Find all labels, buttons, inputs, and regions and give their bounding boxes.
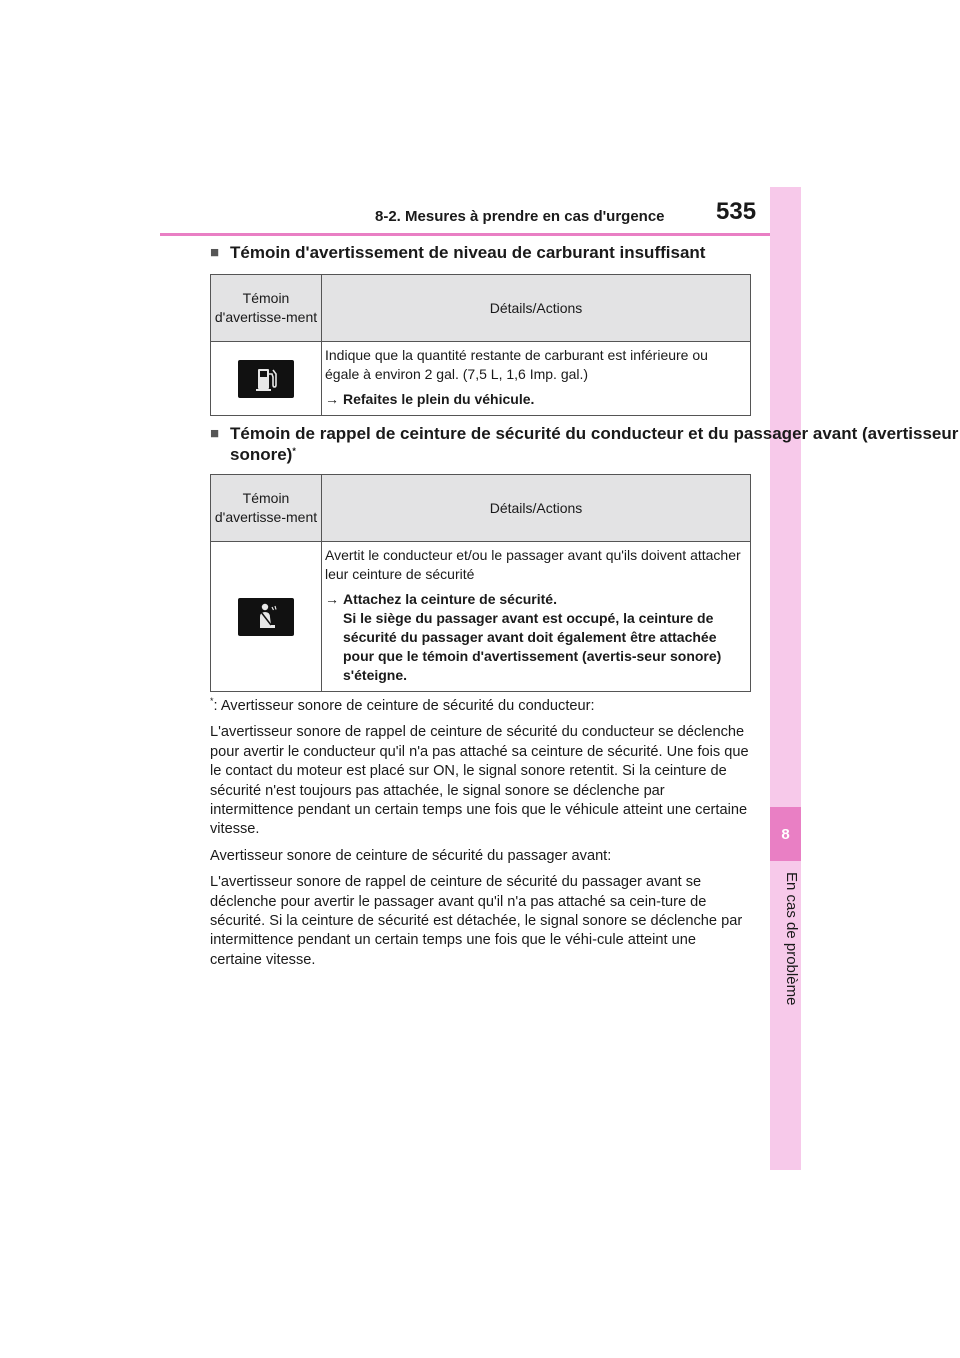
section-bullet: ■ <box>210 425 220 442</box>
action-body: Si le siège du passager avant est occupé, la ceinture de sécurité du passager avant doit également être attachée pour que le témoin d'avertissement (avertis-seur sonore) s'éteigne. <box>343 610 722 683</box>
page-number: 535 <box>716 198 757 225</box>
seatbelt-warning-table <box>210 474 751 692</box>
table-header-row <box>211 275 751 342</box>
section-heading-fuel <box>210 242 705 263</box>
footnote-heading-text: : Avertisseur sonore de ceinture de sécurité du conducteur: <box>213 698 595 714</box>
footnote-paragraph: L'avertisseur sonore de rappel de ceinture de sécurité du conducteur se déclenche pour avertir le conducteur qu'il n'a pas attaché sa ceinture de sécurité. Une fois que le contact du moteur est placé sur ON, le signal sonore retentit. Si la ceinture de sécurité n'est toujours pas attachée, le signal sonore se déclenche par intermittence pendant un certain temps une fois que le véhicule atteint une certaine vitesse. <box>210 724 749 838</box>
table-row <box>211 542 751 692</box>
action-label: Refaites le plein du véhicule. <box>343 391 535 407</box>
col-header-details: Détails/Actions <box>322 475 751 542</box>
footnote-heading <box>210 697 750 716</box>
detail-cell <box>322 542 751 692</box>
detail-text: Indique que la quantité restante de carburant est inférieure ou égale à environ 2 gal. (7,5 L, 1,6 Imp. gal.) <box>325 347 708 382</box>
col-header-details: Détails/Actions <box>322 275 751 342</box>
chapter-number-badge: 8 <box>770 807 801 861</box>
fuel-warning-table <box>210 274 751 416</box>
chapter-label: En cas de problème <box>783 872 800 1006</box>
footnote-subheading: Avertisseur sonore de ceinture de sécurité du passager avant: <box>210 847 612 864</box>
section-bullet: ■ <box>210 244 220 261</box>
section-heading-label: Témoin de rappel de ceinture de sécurité du conducteur et du passager avant (avertisseur sonore) <box>230 424 959 464</box>
table-row <box>211 342 751 416</box>
detail-cell <box>322 342 751 416</box>
icon-cell <box>211 342 322 416</box>
col-header-icon: Témoin d'avertisse-ment <box>211 275 322 342</box>
footnote-paragraph: L'avertisseur sonore de rappel de ceinture de sécurité du passager avant se déclenche pour avertir le passager avant qu'il n'a pas attaché sa cein-ture de sécurité. Si la ceinture de sécurité est détachée, le signal sonore se déclenche par intermittence pendant un certain temps une fois que le véhi-cule atteint une certaine vitesse. <box>210 874 743 968</box>
table-header-row <box>211 475 751 542</box>
section-heading-seatbelt <box>210 423 960 465</box>
section-title: 8-2. Mesures à prendre en cas d'urgence <box>375 208 665 225</box>
header-divider <box>160 233 770 236</box>
action-text <box>325 390 746 409</box>
col-header-icon: Témoin d'avertisse-ment <box>211 475 322 542</box>
icon-cell <box>211 542 322 692</box>
detail-text: Avertit le conducteur et/ou le passager avant qu'ils doivent attacher leur ceinture de sécurité <box>325 547 741 582</box>
fuel-pump-icon <box>238 360 294 398</box>
footnote-mark: * <box>292 446 296 456</box>
seatbelt-icon <box>238 598 294 636</box>
section-heading-text <box>210 423 960 465</box>
arrow-icon: → <box>325 391 339 407</box>
footnote-mark: * <box>210 696 214 706</box>
arrow-icon: → <box>325 591 339 607</box>
action-label: Attachez la ceinture de sécurité. <box>343 591 557 607</box>
section-heading-text: Témoin d'avertissement de niveau de carburant insuffisant <box>230 243 706 262</box>
footnote-block <box>210 697 750 977</box>
action-text <box>325 590 746 685</box>
